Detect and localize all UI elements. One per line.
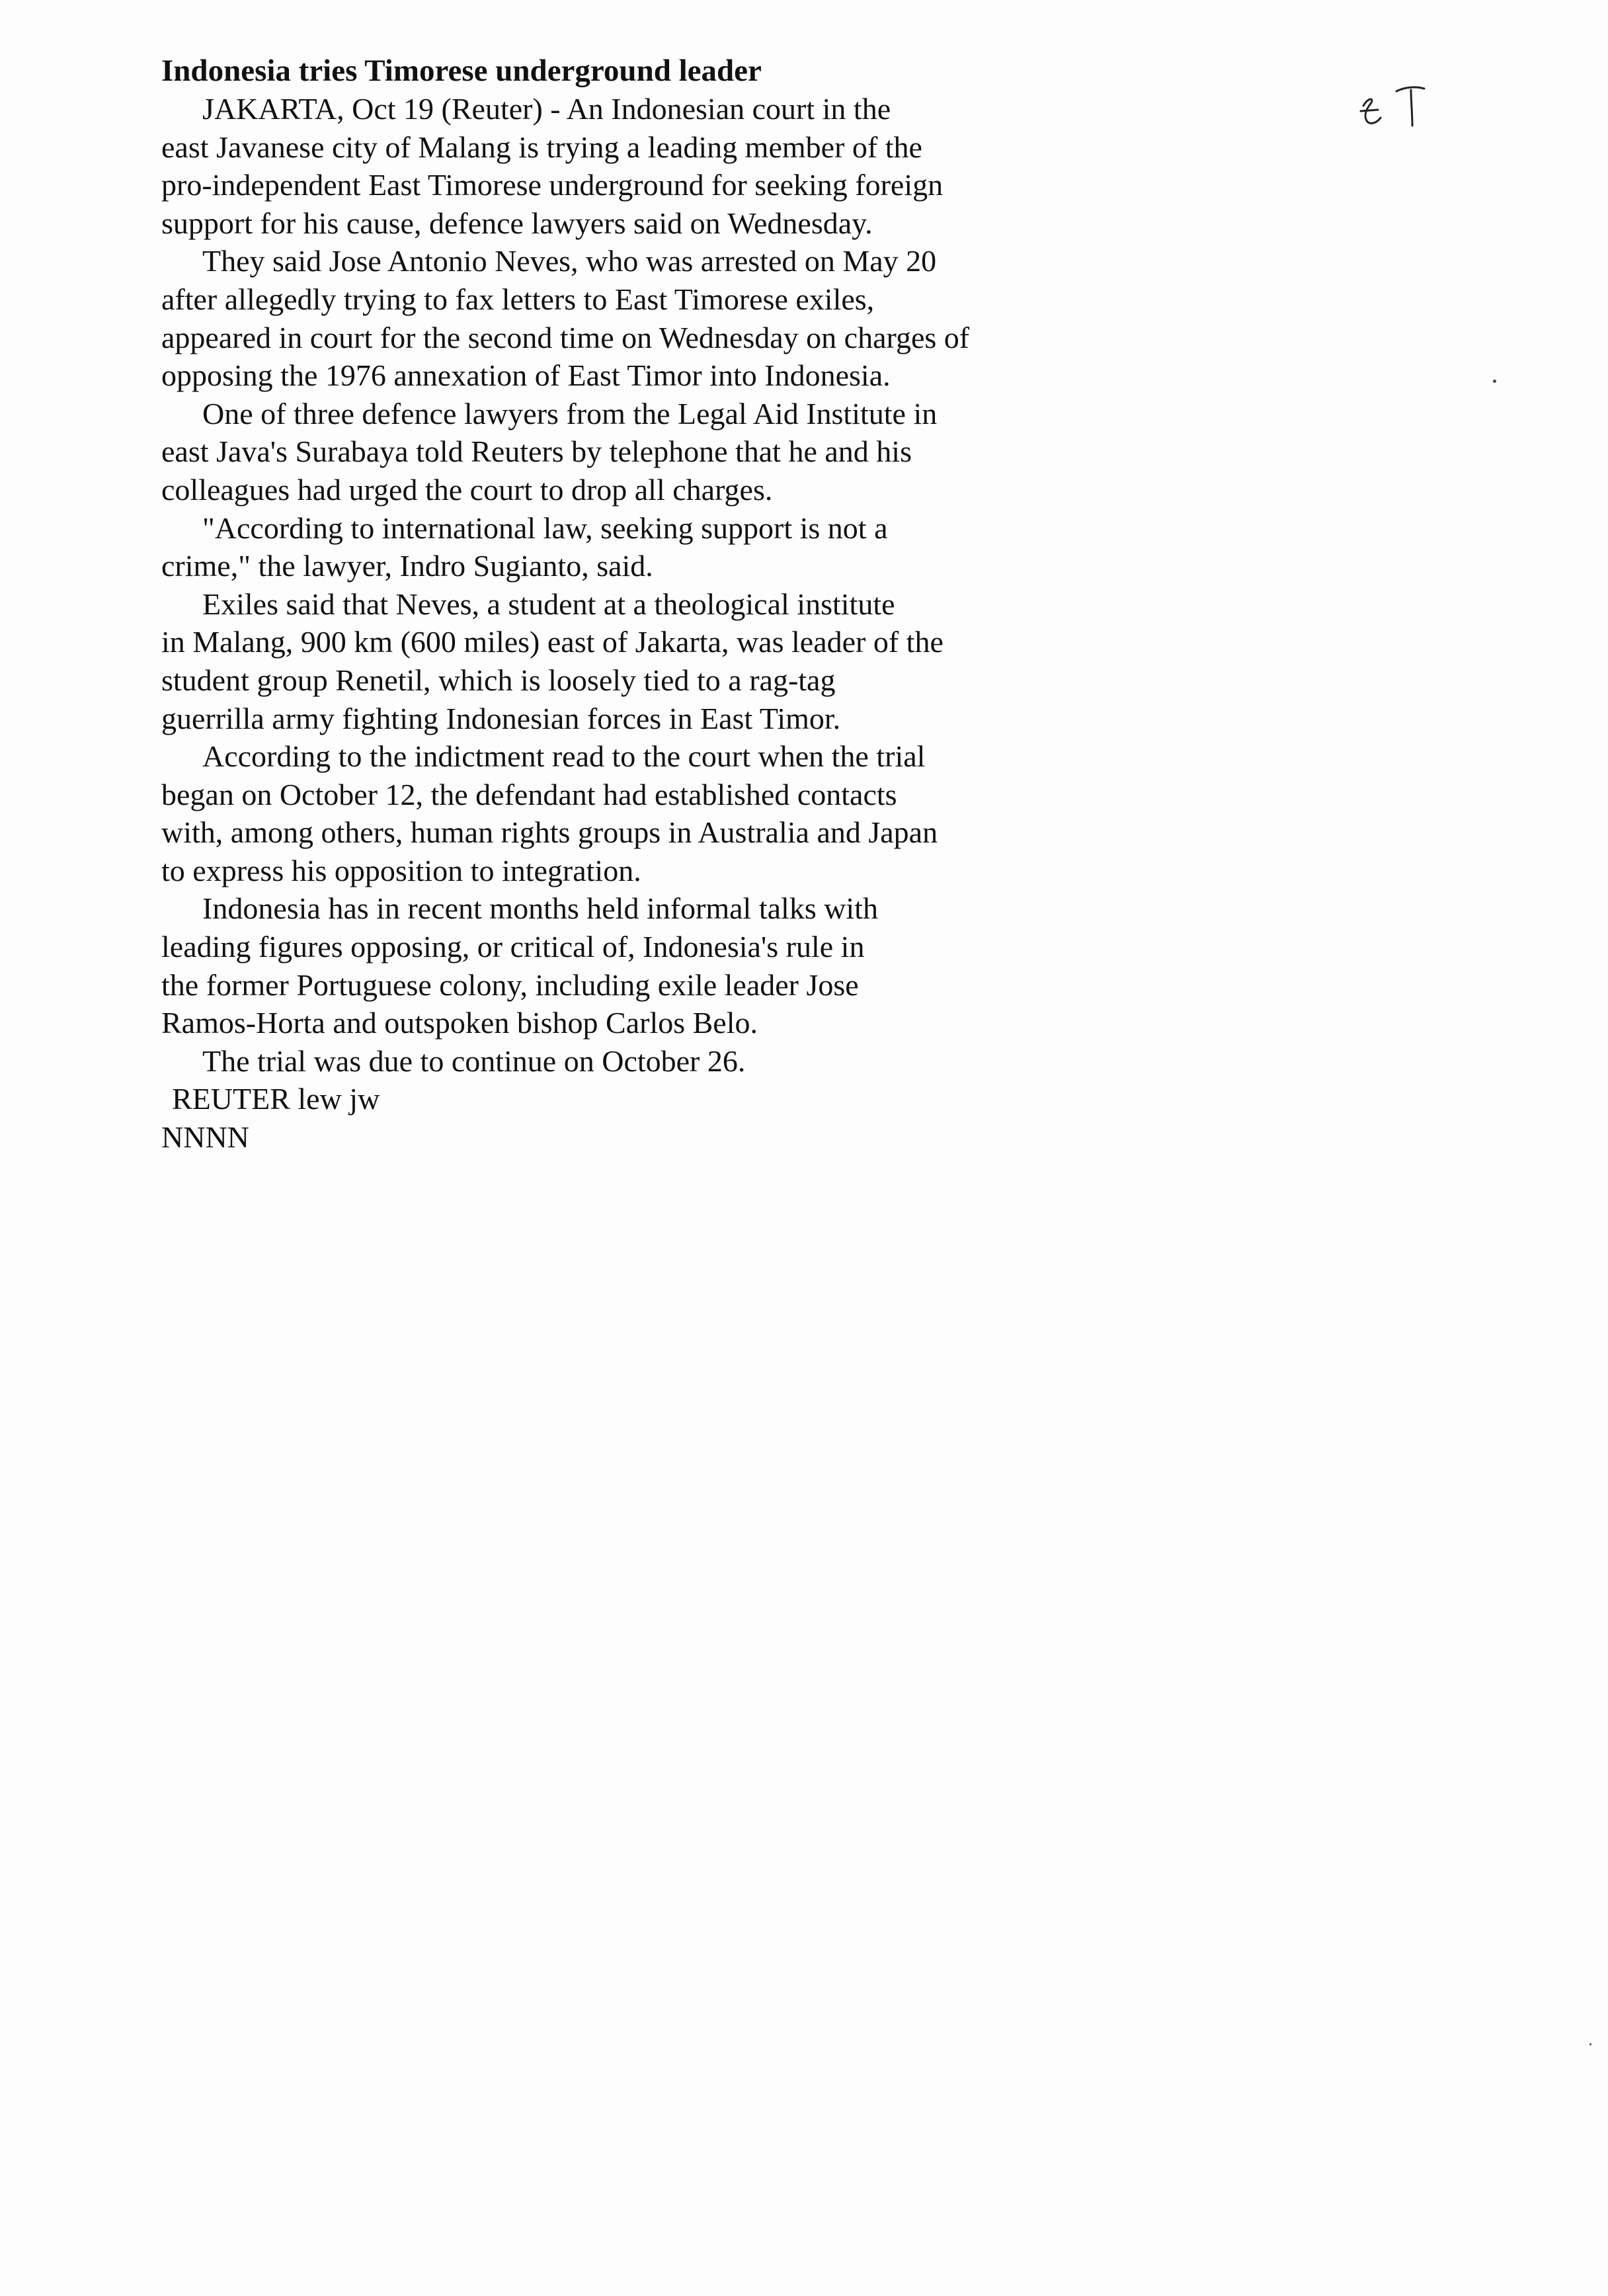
- article-paragraph: [161, 1042, 1113, 1081]
- article-paragraph: [161, 242, 1113, 394]
- paragraph-line: The trial was due to continue on October 26.: [202, 1044, 746, 1078]
- paragraph-line: leading figures opposing, or critical of, Indonesia's rule in: [161, 930, 865, 964]
- paragraph-line: began on October 12, the defendant had established contacts: [161, 777, 897, 811]
- paragraph-line: According to the indictment read to the court when the trial: [202, 739, 926, 774]
- scan-speck: [1589, 2043, 1591, 2045]
- paragraph-line: after allegedly trying to fax letters to East Timorese exiles,: [161, 282, 875, 316]
- article-paragraph: [161, 509, 1113, 585]
- paragraph-line: the former Portuguese colony, including exile leader Jose: [161, 967, 859, 1002]
- paragraph-line: crime," the lawyer, Indro Sugianto, said.: [161, 549, 653, 583]
- article-paragraph: [161, 585, 1113, 737]
- end-marker: NNNN: [161, 1120, 249, 1155]
- article-signoff: REUTER lew jw: [172, 1082, 380, 1116]
- paragraph-line: appeared in court for the second time on Wednesday on charges of: [161, 320, 970, 354]
- paragraph-line: to express his opposition to integration.: [161, 853, 641, 887]
- article-paragraph: [161, 889, 1113, 1042]
- paragraph-line: Ramos-Horta and outspoken bishop Carlos Belo.: [161, 1006, 758, 1040]
- article-paragraph: [161, 737, 1113, 889]
- article-paragraph: [161, 90, 1113, 242]
- paragraph-line: colleagues had urged the court to drop all charges.: [161, 472, 773, 507]
- article-headline: Indonesia tries Timorese underground leader: [161, 54, 762, 88]
- paragraph-line: JAKARTA, Oct 19 (Reuter) - An Indonesian court in the: [202, 92, 891, 126]
- paragraph-line: student group Renetil, which is loosely tied to a rag-tag: [161, 663, 836, 697]
- news-article: [161, 52, 1113, 1157]
- paragraph-line: support for his cause, defence lawyers said on Wednesday.: [161, 206, 873, 240]
- paragraph-line: east Javanese city of Malang is trying a leading member of the: [161, 130, 922, 164]
- paragraph-line: with, among others, human rights groups in Australia and Japan: [161, 815, 938, 850]
- paragraph-line: They said Jose Antonio Neves, who was arrested on May 20: [202, 244, 937, 278]
- paragraph-line: pro-independent East Timorese underground for seeking foreign: [161, 168, 944, 202]
- handwritten-mark-icon: [1355, 78, 1435, 138]
- paragraph-line: "According to international law, seeking support is not a: [202, 511, 888, 545]
- paragraph-line: One of three defence lawyers from the Legal Aid Institute in: [202, 396, 938, 430]
- paragraph-line: Indonesia has in recent months held informal talks with: [202, 891, 878, 926]
- paragraph-line: east Java's Surabaya told Reuters by telephone that he and his: [161, 434, 912, 469]
- paragraph-line: Exiles said that Neves, a student at a theological institute: [202, 587, 895, 621]
- scan-speck: [1493, 380, 1496, 383]
- paragraph-line: in Malang, 900 km (600 miles) east of Jakarta, was leader of the: [161, 625, 944, 659]
- paragraph-line: opposing the 1976 annexation of East Timor into Indonesia.: [161, 358, 891, 393]
- paragraph-line: guerrilla army fighting Indonesian forces in East Timor.: [161, 701, 841, 735]
- article-paragraph: [161, 395, 1113, 509]
